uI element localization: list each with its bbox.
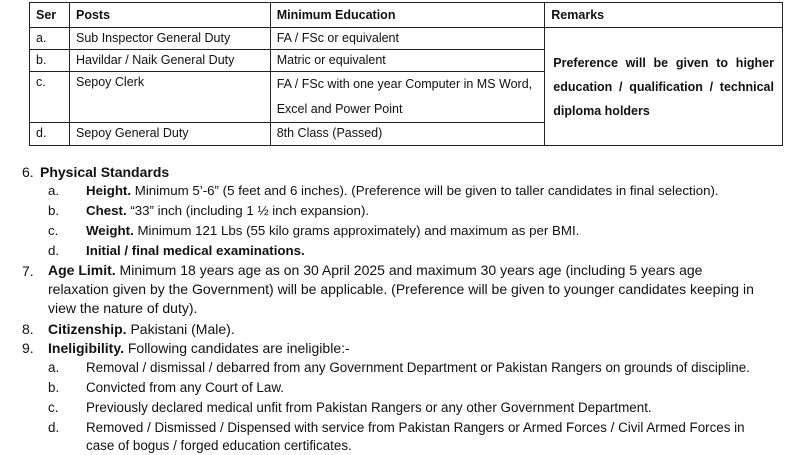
section-text: Minimum 18 years age as on 30 April 2025 and maximum 30 years age (including 5 years age relaxation given by the Government) will be applicable. (Preference will be given to younger candidates keeping in view the nature of duty). [48,262,754,316]
item-label: Weight. [86,223,134,238]
header-ser: Ser [30,3,70,28]
row-post: Havildar / Naik General Duty [69,50,270,72]
section-number: 7. [22,263,34,279]
item-text: Removal / dismissal / debarred from any Government Department or Pakistan Rangers on grounds of discipline. [86,360,750,375]
section-number: 6. [22,164,34,180]
table-header-row [30,3,783,28]
age-limit-paragraph [48,261,764,318]
row-ser: c. [30,72,70,123]
posts-table [29,2,783,146]
section-text: Following candidates are ineligible:- [123,340,350,356]
row-post: Sepoy Clerk [69,72,270,123]
header-min-education: Minimum Education [270,3,545,28]
item-text: Removed / Dismissed / Dispensed with service from Pakistan Rangers or Armed Forces / Civil Armed Forces in case of bogus / forged education certificates. [86,420,745,453]
item-label: Height. [86,183,132,198]
item-letter: d. [48,420,60,435]
item-label: Chest. [86,203,127,218]
list-item [48,419,764,455]
item-letter: b. [48,203,60,218]
section-title: Age Limit. [48,262,116,278]
item-text: Previously declared medical unfit from Pakistan Rangers or any other Government Department. [86,400,652,415]
table-row [30,28,783,50]
header-remarks: Remarks [545,3,783,28]
row-education: 8th Class (Passed) [270,123,545,146]
section-number: 9. [22,340,34,356]
item-text: “33” inch (including 1 ½ inch expansion). [126,203,370,218]
item-label: Initial / final medical examinations. [86,243,305,258]
item-text: Minimum 5’-6” (5 feet and 6 inches). (Preference will be given to taller candidates in final selection). [131,183,719,198]
row-education: Matric or equivalent [270,50,545,72]
section-title: Citizenship. [48,321,127,337]
remarks-cell: Preference will be given to higher education / qualification / technical diploma holders [545,28,783,146]
section-title: Physical Standards [40,164,170,180]
item-letter: a. [48,360,60,375]
item-letter: d. [48,243,60,258]
row-post: Sepoy General Duty [69,123,270,146]
row-ser: b. [30,50,70,72]
row-ser: a. [30,28,70,50]
item-text: Minimum 121 Lbs (55 kilo grams approximately) and maximum as per BMI. [133,223,580,238]
item-letter: b. [48,380,60,395]
header-posts: Posts [69,3,270,28]
item-letter: c. [48,223,59,238]
row-ser: d. [30,123,70,146]
section-text: Pakistani (Male). [126,321,235,337]
section-number: 8. [22,321,34,337]
item-letter: a. [48,183,60,198]
row-education: FA / FSc or equivalent [270,28,545,50]
row-post: Sub Inspector General Duty [69,28,270,50]
row-education: FA / FSc with one year Computer in MS Word, Excel and Power Point [270,72,545,123]
item-text: Convicted from any Court of Law. [86,380,284,395]
item-letter: c. [48,400,59,415]
section-title: Ineligibility. [48,340,124,356]
